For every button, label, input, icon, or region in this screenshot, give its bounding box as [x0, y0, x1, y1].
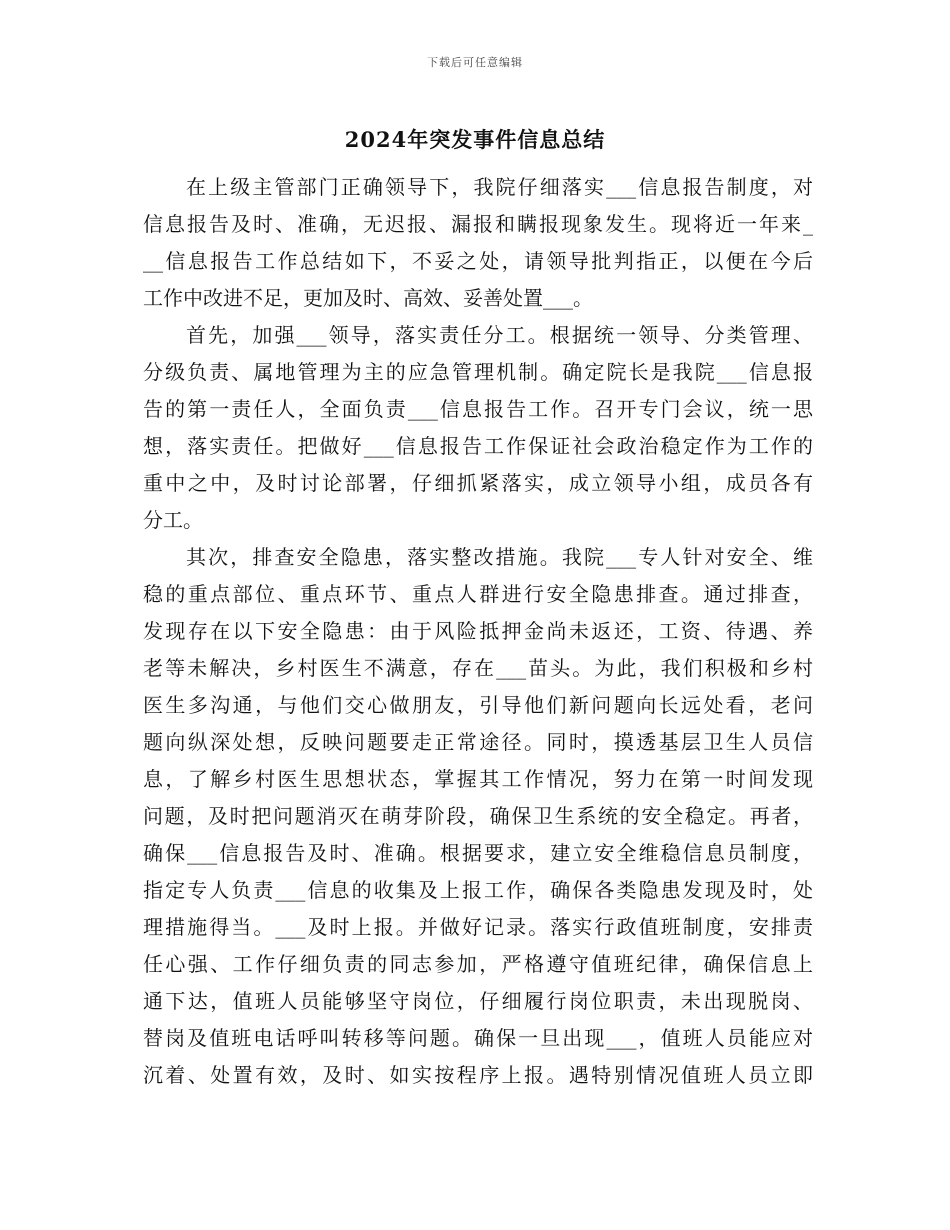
paragraph-1-line-4: 工作中改进不足，更加及时、高效、妥善处置___。 [143, 286, 593, 310]
paragraph-1-line-1: 在上级主管部门正确领导下，我院仔细落实___信息报告制度，对 [186, 175, 813, 199]
paragraph-3-line-2: 稳的重点部位、重点环节、重点人群进行安全隐患排查。通过排查， [143, 582, 813, 606]
paragraph-3-line-14: 替岗及值班电话呼叫转移等问题。确保一旦出现___，值班人员能应对 [143, 1026, 813, 1050]
paragraph-3-line-3: 发现存在以下安全隐患：由于风险抵押金尚未返还，工资、待遇、养 [143, 619, 813, 643]
paragraph-2-line-1: 首先，加强___领导，落实责任分工。根据统一领导、分类管理、 [186, 323, 813, 347]
header-note: 下载后可任意编辑 [427, 56, 523, 69]
document-title: 2024年突发事件信息总结 [344, 127, 606, 152]
paragraph-3-line-13: 通下达，值班人员能够坚守岗位，仔细履行岗位职责，未出现脱岗、 [143, 989, 813, 1013]
paragraph-2-line-2: 分级负责、属地管理为主的应急管理机制。确定院长是我院___信息报 [143, 360, 813, 384]
paragraph-3-line-1: 其次，排查安全隐患，落实整改措施。我院___专人针对安全、维 [186, 545, 813, 569]
paragraph-3-line-10: 指定专人负责___信息的收集及上报工作，确保各类隐患发现及时，处 [143, 878, 813, 902]
paragraph-3-line-6: 题向纵深处想，反映问题要走正常途径。同时，摸透基层卫生人员信 [143, 730, 813, 754]
paragraph-3-line-7: 息，了解乡村医生思想状态，掌握其工作情况，努力在第一时间发现 [143, 767, 813, 791]
paragraph-3-line-15: 沉着、处置有效，及时、如实按程序上报。遇特别情况值班人员立即 [143, 1063, 813, 1087]
paragraph-1-line-3: __信息报告工作总结如下，不妥之处，请领导批判指正，以便在今后 [143, 249, 813, 273]
paragraph-3-line-8: 问题，及时把问题消灭在萌芽阶段，确保卫生系统的安全稳定。再者， [143, 804, 813, 828]
paragraph-2-line-3: 告的第一责任人，全面负责___信息报告工作。召开专门会议，统一思 [143, 397, 813, 421]
paragraph-3-line-5: 医生多沟通，与他们交心做朋友，引导他们新问题向长远处看，老问 [143, 693, 813, 717]
paragraph-1-line-2: 信息报告及时、准确，无迟报、漏报和瞒报现象发生。现将近一年来_ [143, 212, 813, 236]
paragraph-2-line-4: 想，落实责任。把做好___信息报告工作保证社会政治稳定作为工作的 [143, 434, 813, 458]
paragraph-3-line-11: 理措施得当。___及时上报。并做好记录。落实行政值班制度，安排责 [143, 915, 813, 939]
paragraph-2-line-5: 重中之中，及时讨论部署，仔细抓紧落实，成立领导小组，成员各有 [143, 471, 813, 495]
paragraph-3-line-12: 任心强、工作仔细负责的同志参加，严格遵守值班纪律，确保信息上 [143, 952, 813, 976]
paragraph-2-line-6: 分工。 [143, 508, 203, 532]
paragraph-3-line-9: 确保___信息报告及时、准确。根据要求，建立安全维稳信息员制度， [143, 841, 813, 865]
paragraph-3-line-4: 老等未解决，乡村医生不满意，存在___苗头。为此，我们积极和乡村 [143, 656, 813, 680]
